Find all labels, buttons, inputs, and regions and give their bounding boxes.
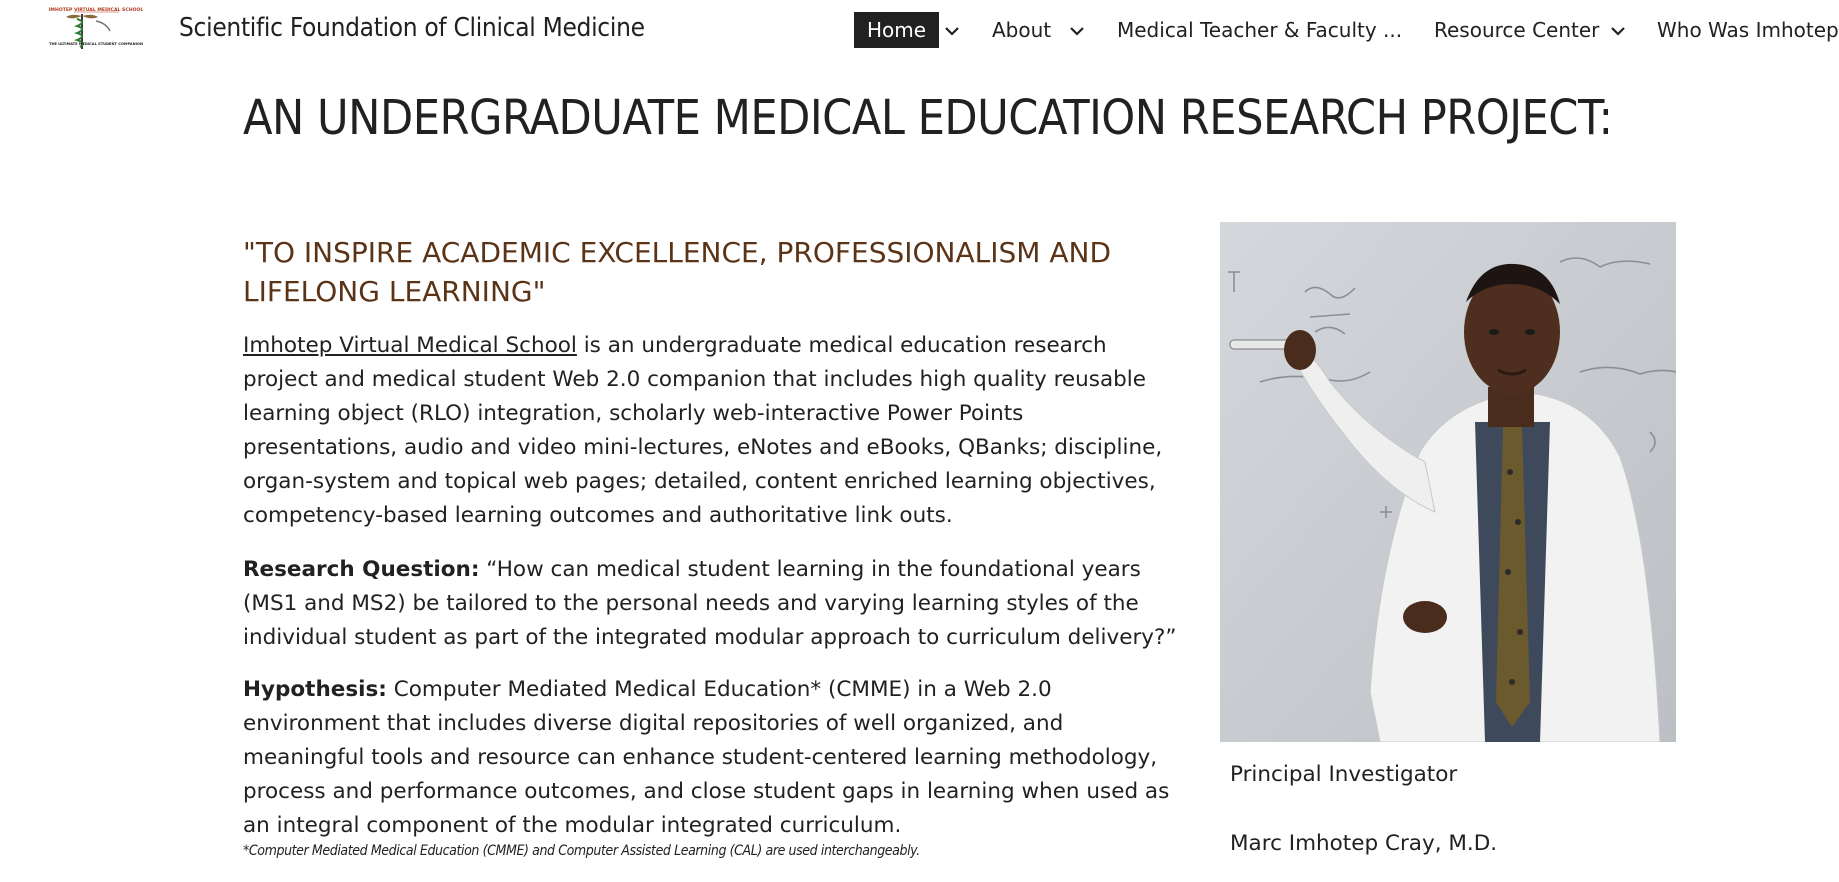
site-title[interactable]: Scientific Foundation of Clinical Medicine xyxy=(179,13,645,43)
imhotep-school-link[interactable]: Imhotep Virtual Medical School xyxy=(243,333,577,358)
intro-paragraph xyxy=(243,329,1183,533)
investigator-photo xyxy=(1220,222,1676,742)
investigator-photo-image xyxy=(1220,222,1676,742)
nav-item-who-was-imhotep[interactable]: Who Was Imhotep xyxy=(1657,18,1839,42)
logo-graphic xyxy=(36,5,156,53)
chevron-down-icon[interactable] xyxy=(1069,24,1085,38)
intro-text: is an undergraduate medical education research project and medical student Web 2.0 companion that includes high quality reusable learning object (RLO) integration, scholarly web-interactive Power Points presentations, audio and video mini-lectures, eNotes and eBooks, QBanks; discipline, organ-system and topical web pages; detailed, content enriched learning objectives, competency-based learning outcomes and authoritative link outs. xyxy=(243,333,1163,528)
caption-role: Principal Investigator xyxy=(1230,762,1458,787)
research-question-paragraph xyxy=(243,553,1183,655)
hypothesis-label: Hypothesis: xyxy=(243,677,387,702)
nav-item-about[interactable]: About xyxy=(992,18,1052,42)
nav-item-home[interactable]: Home xyxy=(854,12,939,48)
site-header xyxy=(0,0,1839,62)
chevron-down-icon[interactable] xyxy=(1610,24,1626,38)
site-logo[interactable] xyxy=(36,5,156,53)
chevron-down-icon[interactable] xyxy=(944,24,960,38)
caption-name: Marc Imhotep Cray, M.D. xyxy=(1230,831,1498,856)
hypothesis-text: Computer Mediated Medical Education* (CMME) in a Web 2.0 environment that includes diverse digital repositories of well organized, and meaningful tools and resource can enhance student-centered learning methodology, process and performance outcomes, and close student gaps in learning when used as an integral component of the modular integrated curriculum. xyxy=(243,677,1170,838)
research-question-label: Research Question: xyxy=(243,557,480,582)
nav-item-resource-center[interactable]: Resource Center xyxy=(1434,18,1600,42)
mission-quote: "TO INSPIRE ACADEMIC EXCELLENCE, PROFESSIONALISM AND LIFELONG LEARNING" xyxy=(243,236,1111,308)
page-title: AN UNDERGRADUATE MEDICAL EDUCATION RESEARCH PROJECT: xyxy=(243,90,1613,146)
logo-text-bottom: THE ULTIMATE MEDICAL STUDENT COMPANION xyxy=(49,42,143,46)
footnote: *Computer Mediated Medical Education (CMME) and Computer Assisted Learning (CAL) are used interchangeably. xyxy=(243,843,920,859)
logo-text-top: IMHOTEP VIRTUAL MEDICAL SCHOOL xyxy=(48,8,144,13)
hypothesis-paragraph xyxy=(243,673,1183,843)
research-question-text: “How can medical student learning in the foundational years (MS1 and MS2) be tailored to the personal needs and varying learning styles of the individual student as part of the integrated modular approach to curriculum delivery?” xyxy=(243,557,1177,650)
nav-item-medical-teacher[interactable]: Medical Teacher & Faculty ... xyxy=(1117,18,1403,42)
